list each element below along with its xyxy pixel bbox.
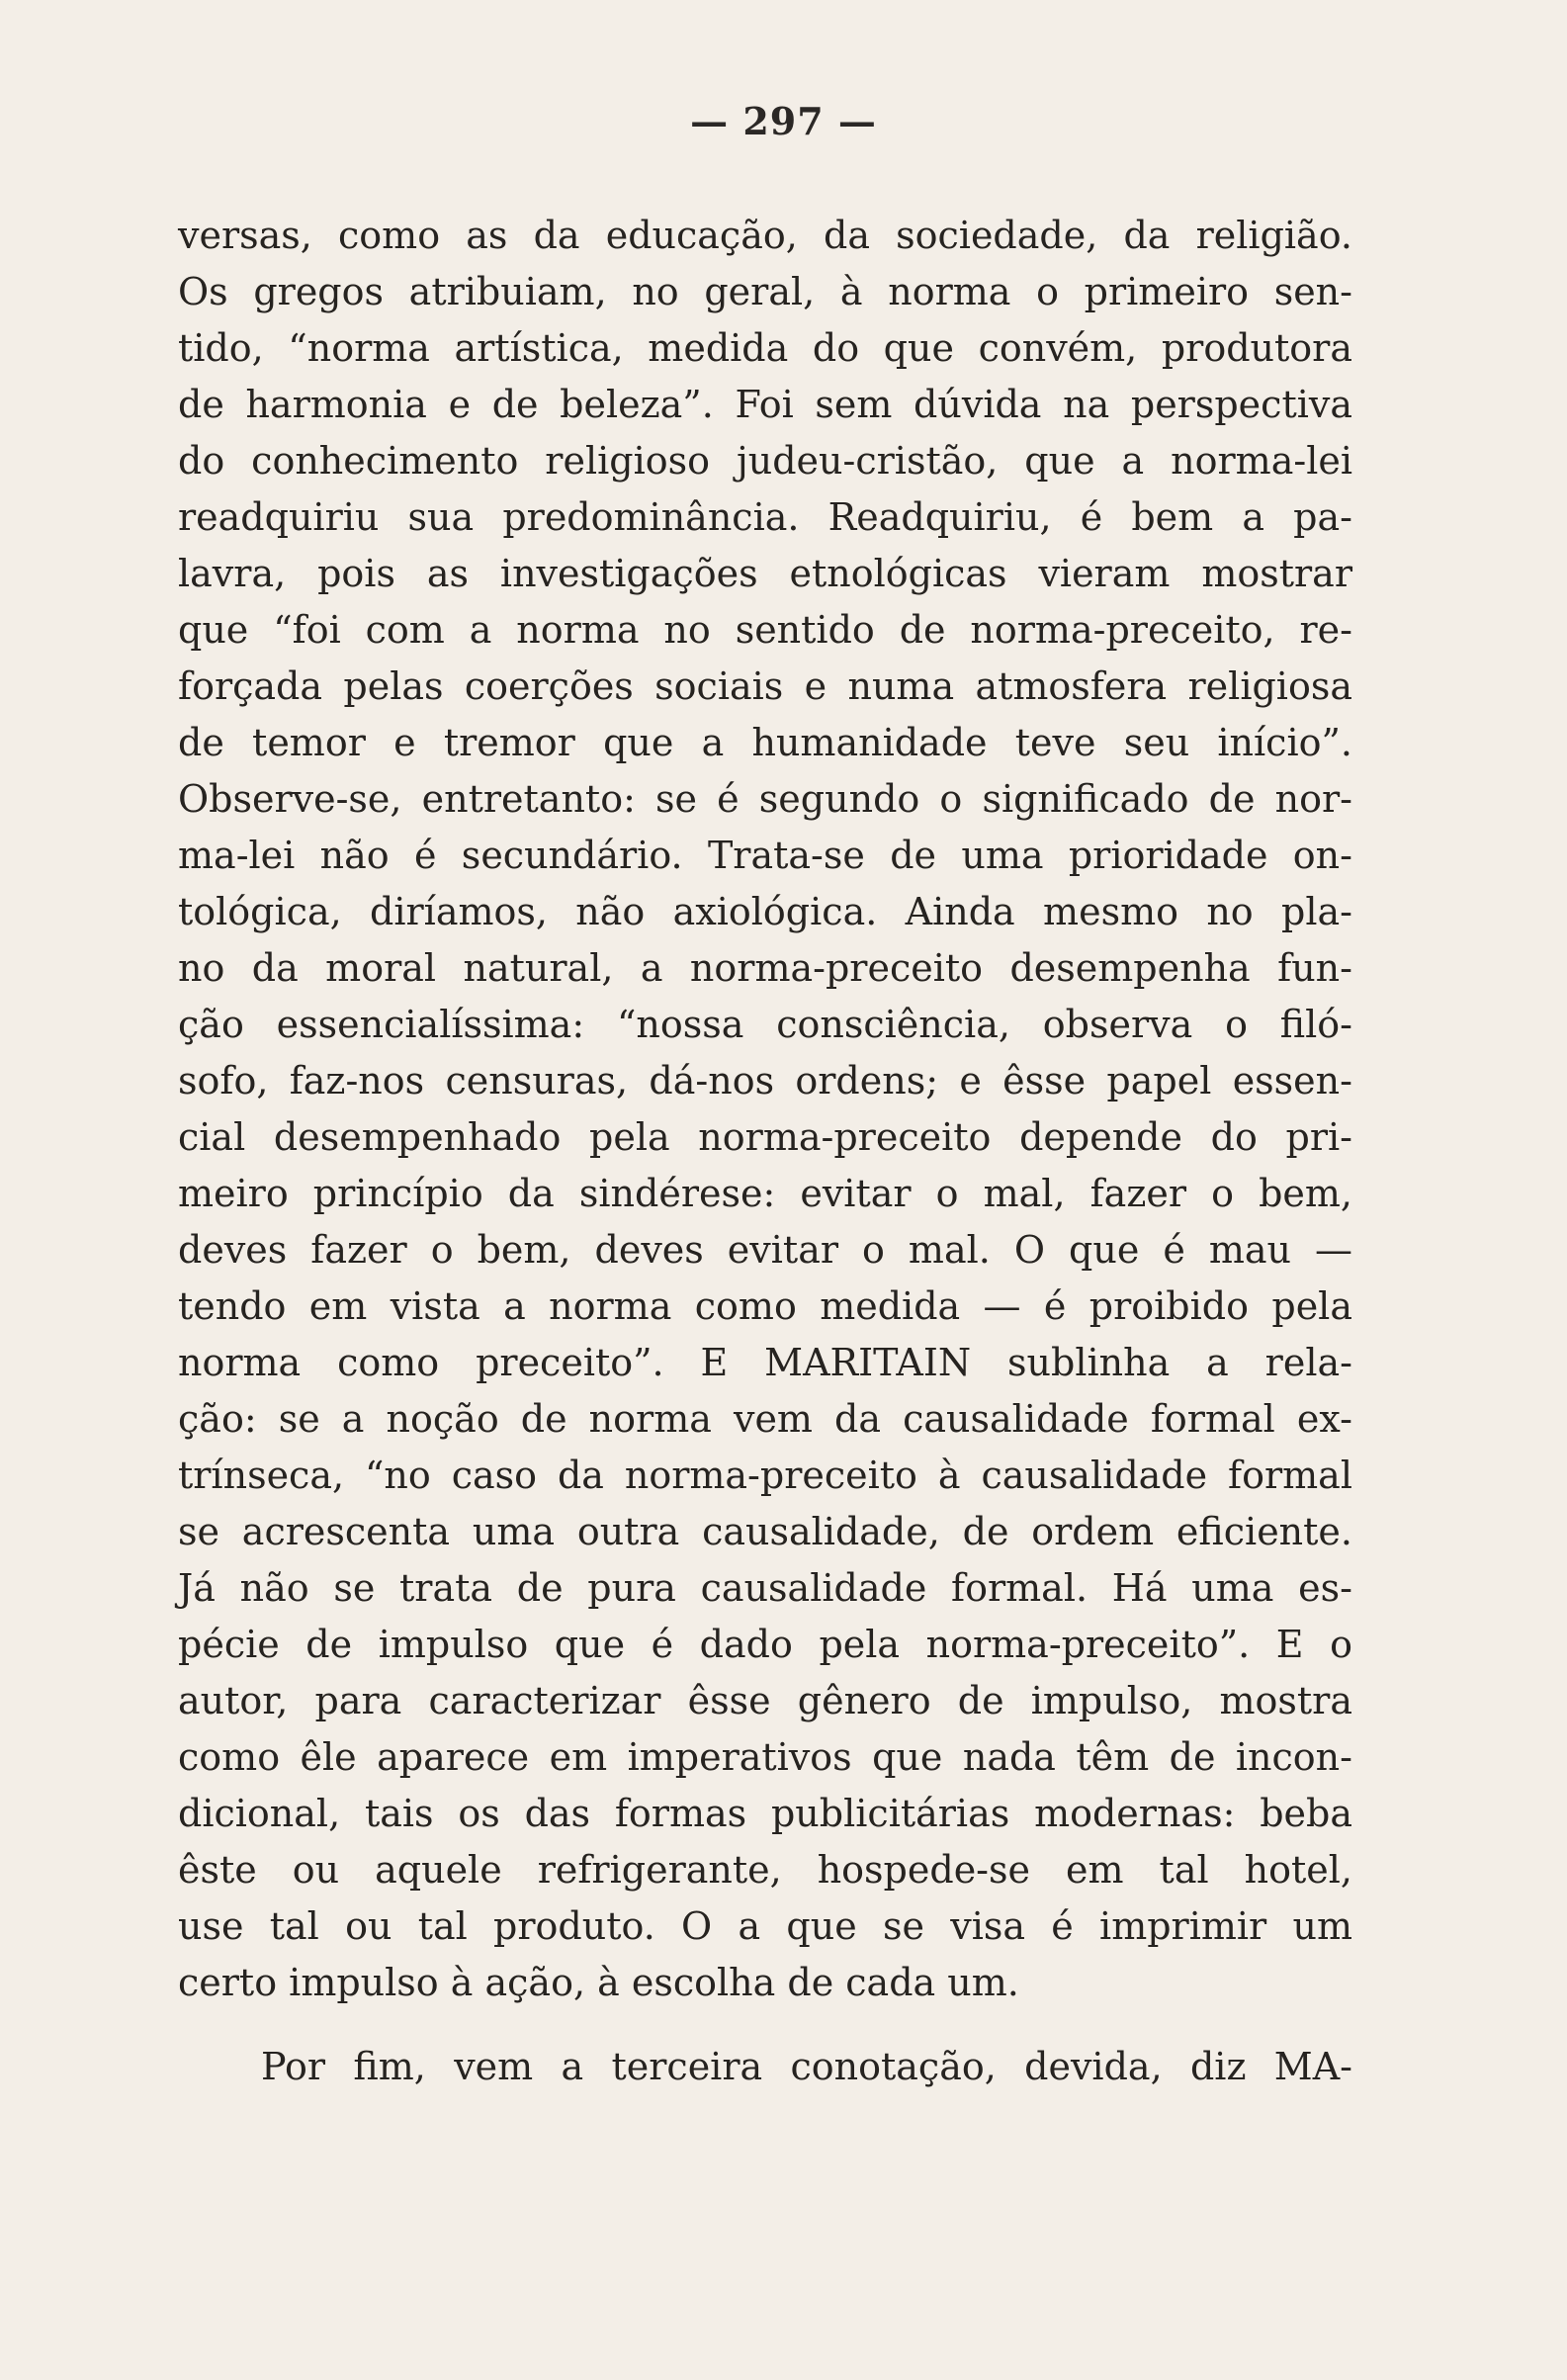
text-line: dicional, tais os das formas publicitárias modernas: beba xyxy=(178,1792,1352,1835)
paragraph-1 xyxy=(178,208,1352,2011)
text-line: de temor e tremor que a humanidade teve seu início”. xyxy=(178,721,1352,764)
text-line: ção: se a noção de norma vem da causalidade formal ex- xyxy=(178,1397,1352,1441)
text-line: tido, “norma artística, medida do que convém, produtora xyxy=(178,326,1352,370)
text-line: como êle aparece em imperativos que nada têm de incon- xyxy=(178,1735,1352,1779)
text-line: do conhecimento religioso judeu-cristão, que a norma-lei xyxy=(178,439,1352,483)
text-line: se acrescenta uma outra causalidade, de ordem eficiente. xyxy=(178,1510,1352,1553)
text-line: autor, para caracterizar êsse gênero de impulso, mostra xyxy=(178,1679,1352,1722)
text-line: versas, como as da educação, da sociedade, da religião. xyxy=(178,214,1352,257)
text-line: use tal ou tal produto. O a que se visa é imprimir um xyxy=(178,1904,1352,1948)
text-line: êste ou aquele refrigerante, hospede-se em tal hotel, xyxy=(178,1848,1352,1892)
text-line: Já não se trata de pura causalidade formal. Há uma es- xyxy=(178,1566,1352,1610)
text-line: norma como preceito”. E MARITAIN sublinha a rela- xyxy=(178,1341,1352,1384)
text-line: Observe-se, entretanto: se é segundo o significado de nor- xyxy=(178,777,1352,821)
text-line: lavra, pois as investigações etnológicas vieram mostrar xyxy=(178,552,1352,595)
text-line: pécie de impulso que é dado pela norma-preceito”. E o xyxy=(178,1623,1352,1666)
text-line: Os gregos atribuiam, no geral, à norma o primeiro sen- xyxy=(178,270,1352,313)
text-line: tendo em vista a norma como medida — é proibido pela xyxy=(178,1284,1352,1328)
text-line: trínseca, “no caso da norma-preceito à causalidade formal xyxy=(178,1454,1352,1497)
text-line: no da moral natural, a norma-preceito desempenha fun- xyxy=(178,946,1352,990)
text-line: readquiriu sua predominância. Readquiriu, é bem a pa- xyxy=(178,495,1352,539)
text-line: deves fazer o bem, deves evitar o mal. O que é mau — xyxy=(178,1228,1352,1272)
paragraph-2 xyxy=(178,2039,1352,2095)
text-line: ção essencialíssima: “nossa consciência, observa o filó- xyxy=(178,1003,1352,1046)
text-line: Por fim, vem a terceira conotação, devida, diz MA- xyxy=(261,2045,1352,2088)
text-line: forçada pelas coerções sociais e numa atmosfera religiosa xyxy=(178,664,1352,708)
text-line: cial desempenhado pela norma-preceito depende do pri- xyxy=(178,1115,1352,1159)
page-number: — 297 — xyxy=(690,99,877,143)
text-line: ma-lei não é secundário. Trata-se de uma prioridade on- xyxy=(178,834,1352,877)
text-line: meiro princípio da sindérese: evitar o mal, fazer o bem, xyxy=(178,1172,1352,1215)
text-line: sofo, faz-nos censuras, dá-nos ordens; e êsse papel essen- xyxy=(178,1059,1352,1102)
text-line: certo impulso à ação, à escolha de cada um. xyxy=(178,1961,1019,2004)
text-line: tológica, diríamos, não axiológica. Ainda mesmo no pla- xyxy=(178,890,1352,933)
text-line: de harmonia e de beleza”. Foi sem dúvida na perspectiva xyxy=(178,383,1352,426)
body-text xyxy=(178,208,1352,2095)
text-line: que “foi com a norma no sentido de norma-preceito, re- xyxy=(178,608,1352,652)
